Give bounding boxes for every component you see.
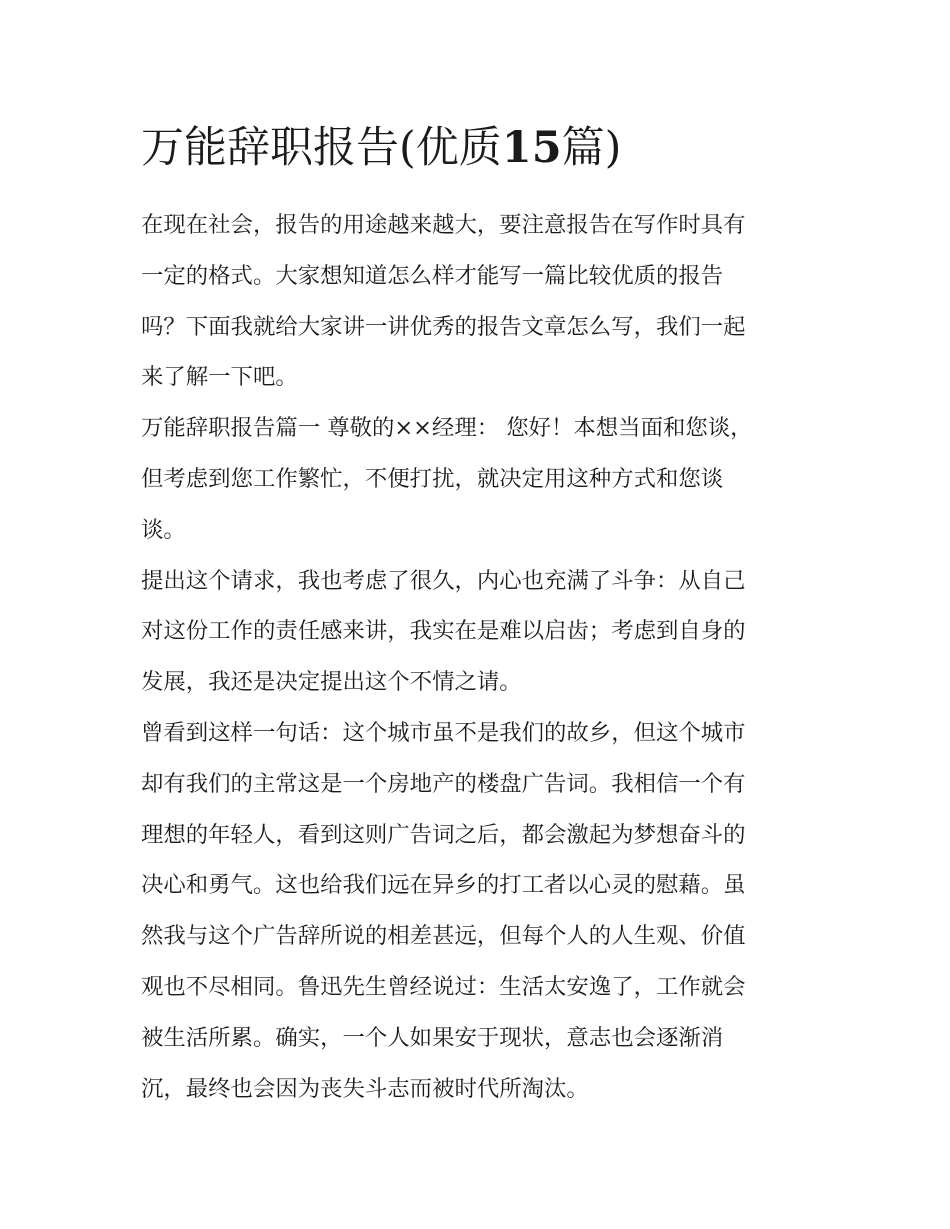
paragraph-line: 发展，我还是决定提出这个不情之请。 [141, 669, 522, 696]
paragraph-line: 理想的年轻人，看到这则广告词之后，都会激起为梦想奋斗的 [141, 821, 746, 848]
paragraph-line: 但考虑到您工作繁忙，不便打扰，就决定用这种方式和您谈 [141, 465, 724, 492]
salutation-paragraph [141, 403, 813, 555]
paragraph-line: 吗？下面我就给大家讲一讲优秀的报告文章怎么写，我们一起 [141, 313, 746, 340]
paragraph-line: 观也不尽相同。鲁迅先生曾经说过：生活太安逸了，工作就会 [141, 973, 746, 1000]
paragraph-line: 被生活所累。确实，一个人如果安于现状，意志也会逐渐消 [141, 1024, 724, 1051]
paragraph-line: 却有我们的主常这是一个房地产的楼盘广告词。我相信一个有 [141, 770, 746, 797]
document-title [141, 118, 813, 178]
document-page [141, 118, 813, 1114]
request-paragraph [141, 556, 813, 708]
paragraph-line: 来了解一下吧。 [141, 364, 298, 391]
paragraph-line: 沉，最终也会因为丧失斗志而被时代所淘汰。 [141, 1075, 589, 1102]
paragraph-line: 谈。 [141, 516, 186, 543]
paragraph-line: 曾看到这样一句话：这个城市虽不是我们的故乡，但这个城市 [141, 719, 746, 746]
paragraph-line: 然我与这个广告辞所说的相差甚远，但每个人的人生观、价值 [141, 923, 746, 950]
paragraph-line: 提出这个请求，我也考虑了很久，内心也充满了斗争：从自己 [141, 567, 746, 594]
title-suffix: 篇) [561, 123, 622, 173]
intro-paragraph [141, 200, 813, 403]
paragraph-line: 对这份工作的责任感来讲，我实在是难以启齿；考虑到自身的 [141, 618, 746, 645]
title-number: 15 [501, 123, 562, 173]
reflection-paragraph [141, 708, 813, 1114]
paragraph-line: 一定的格式。大家想知道怎么样才能写一篇比较优质的报告 [141, 262, 724, 289]
paragraph-line: 在现在社会，报告的用途越来越大，要注意报告在写作时具有 [141, 212, 746, 238]
paragraph-line: 决心和勇气。这也给我们远在异乡的打工者以心灵的慰藉。虽 [141, 872, 746, 899]
title-prefix: 万能辞职报告(优质 [141, 123, 502, 173]
paragraph-line: 万能辞职报告篇一 尊敬的××经理： 您好！本想当面和您谈， [141, 415, 753, 442]
